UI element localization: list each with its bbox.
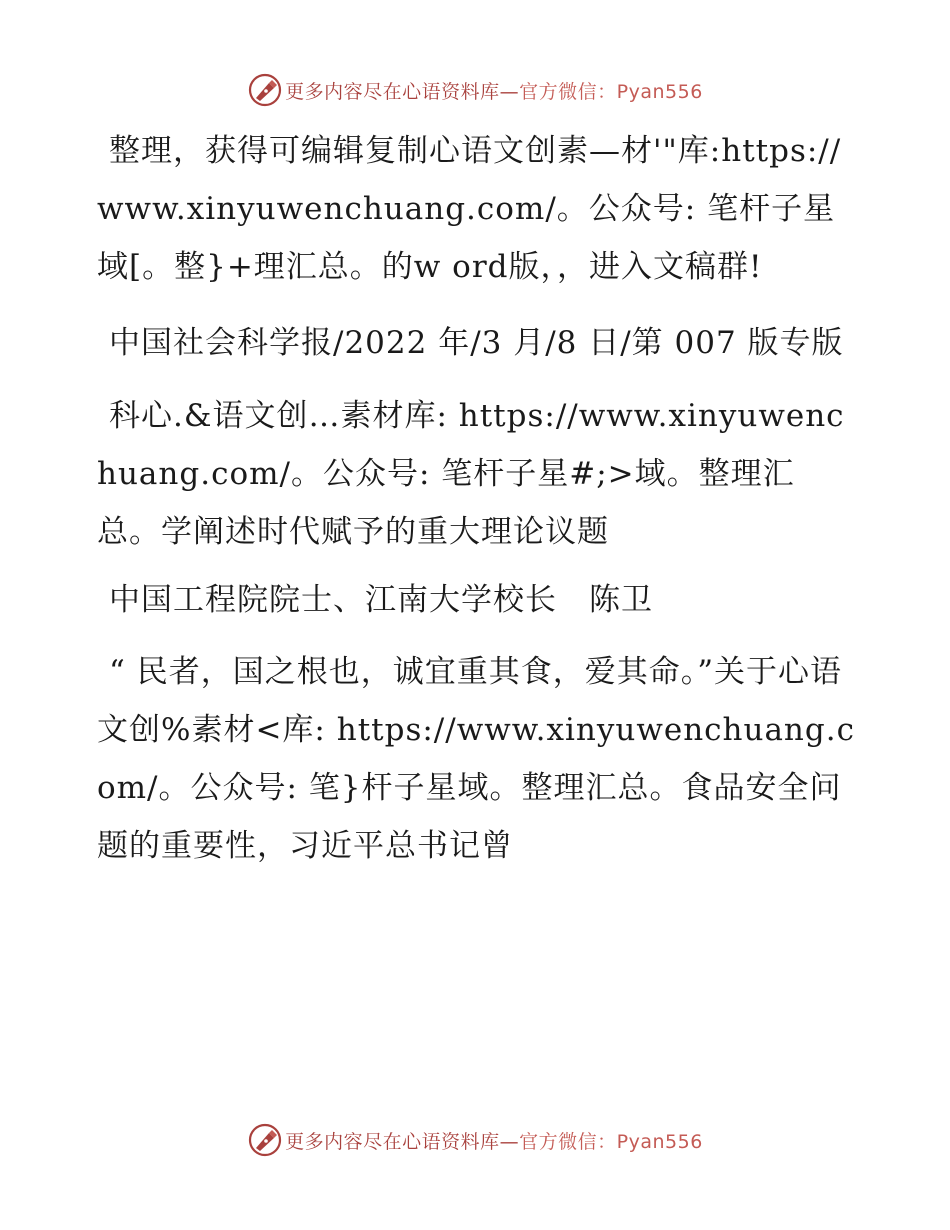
paragraph-source: 中国社会科学报/2022 年/3 月/8 日/第 007 版专版 bbox=[109, 325, 844, 361]
pen-nib-logo-icon bbox=[247, 1122, 283, 1158]
paragraph-3: 科心.&语文创…素材库: https://www.xinyuwenchuang.com/。公众号: 笔杆子星#;>域。整理汇总。学阐述时代赋予的重大理论议题 bbox=[97, 398, 845, 550]
header-tagline: 更多内容尽在心语资料库—官方微信：Pyan556 bbox=[285, 80, 703, 103]
paragraph-1: 整理，获得可编辑复制心语文创素—材'"库:https://www.xinyuwenchuang.com/。公众号: 笔杆子星域[。整}+理汇总。的w ord版，，进入文稿群! bbox=[97, 133, 842, 285]
footer-tagline: 更多内容尽在心语资料库—官方微信：Pyan556 bbox=[285, 1130, 703, 1153]
header-brand-banner bbox=[0, 70, 950, 110]
author-line: 中国工程院院士、江南大学校长 陈卫 bbox=[109, 582, 653, 618]
pen-nib-logo-icon bbox=[247, 72, 283, 108]
footer-brand-banner bbox=[0, 1120, 950, 1160]
header-wechat: 官方微信：Pyan556 bbox=[519, 80, 703, 103]
footer-wechat: 官方微信：Pyan556 bbox=[519, 1130, 703, 1153]
document-body bbox=[97, 122, 857, 875]
paragraph-quote: “ 民者，国之根也，诚宜重其食，爱其命。”关于心语文创%素材<库: https://www.xinyuwenchuang.com/。公众号: 笔}杆子星域。整理汇总。食品安全问题的重要性，习近平总书记曾 bbox=[97, 654, 855, 864]
